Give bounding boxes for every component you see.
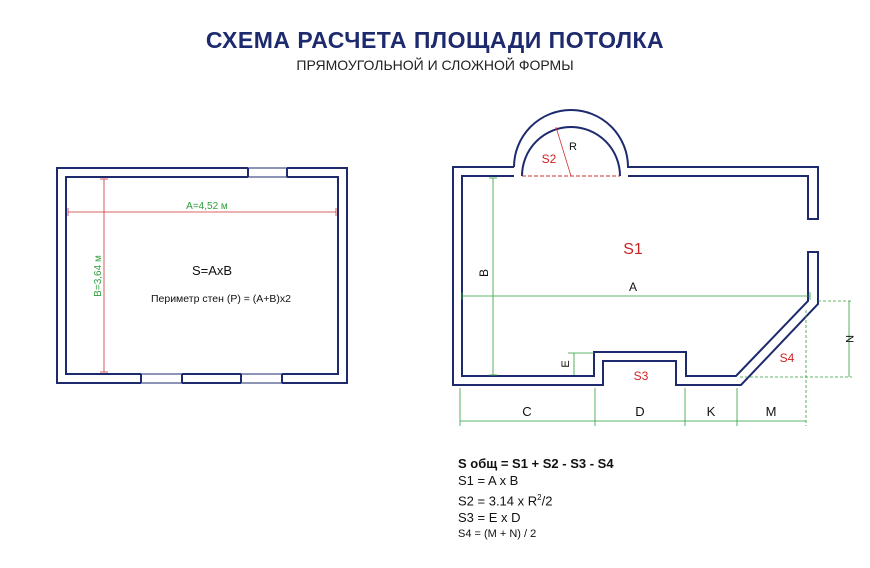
left-bottom-window-1 (141, 373, 182, 384)
page-title: СХЕМА РАСЧЕТА ПЛОЩАДИ ПОТОЛКА (205, 27, 665, 53)
label-s1: S1 (623, 241, 643, 258)
formula-s2-exponent: 2 (537, 493, 542, 502)
formula-total: S общ = S1 + S2 - S3 - S4 (458, 456, 614, 471)
formula-s4: S4 = (M + N) / 2 (458, 528, 537, 541)
left-area-formula: S=AxB (191, 263, 233, 278)
left-dimension-a-label: A=4,52 м (186, 201, 228, 212)
label-b: B (477, 268, 491, 278)
label-a: A (628, 280, 638, 294)
formula-s3: S3 = E x D (458, 510, 521, 526)
page-subtitle: ПРЯМОУГОЛЬНОЙ И СЛОЖНОЙ ФОРМЫ (296, 57, 574, 73)
right-dimensions (460, 127, 855, 426)
label-e: E (560, 360, 572, 368)
left-bottom-window-2 (241, 373, 282, 384)
formula-s1: S1 = A x B (458, 473, 519, 488)
label-n: N (843, 335, 855, 343)
formulas-block (458, 455, 614, 543)
formula-s2-suffix: /2 (541, 493, 553, 509)
label-k: K (706, 404, 716, 419)
label-d: D (635, 404, 645, 419)
label-c: C (522, 404, 532, 419)
left-plan (57, 167, 347, 384)
label-m: M (765, 404, 777, 419)
label-r: R (569, 141, 577, 153)
left-dimension-b-label: B=3,64 м (93, 255, 104, 297)
label-s2: S2 (541, 152, 557, 166)
left-perimeter-formula: Периметр стен (P) = (A+B)x2 (150, 293, 292, 305)
label-s3: S3 (633, 369, 649, 383)
formula-s2-prefix: S2 = 3.14 x R (458, 493, 538, 509)
formula-s2 (458, 489, 614, 509)
left-top-window (248, 167, 287, 178)
label-s4: S4 (779, 351, 795, 365)
